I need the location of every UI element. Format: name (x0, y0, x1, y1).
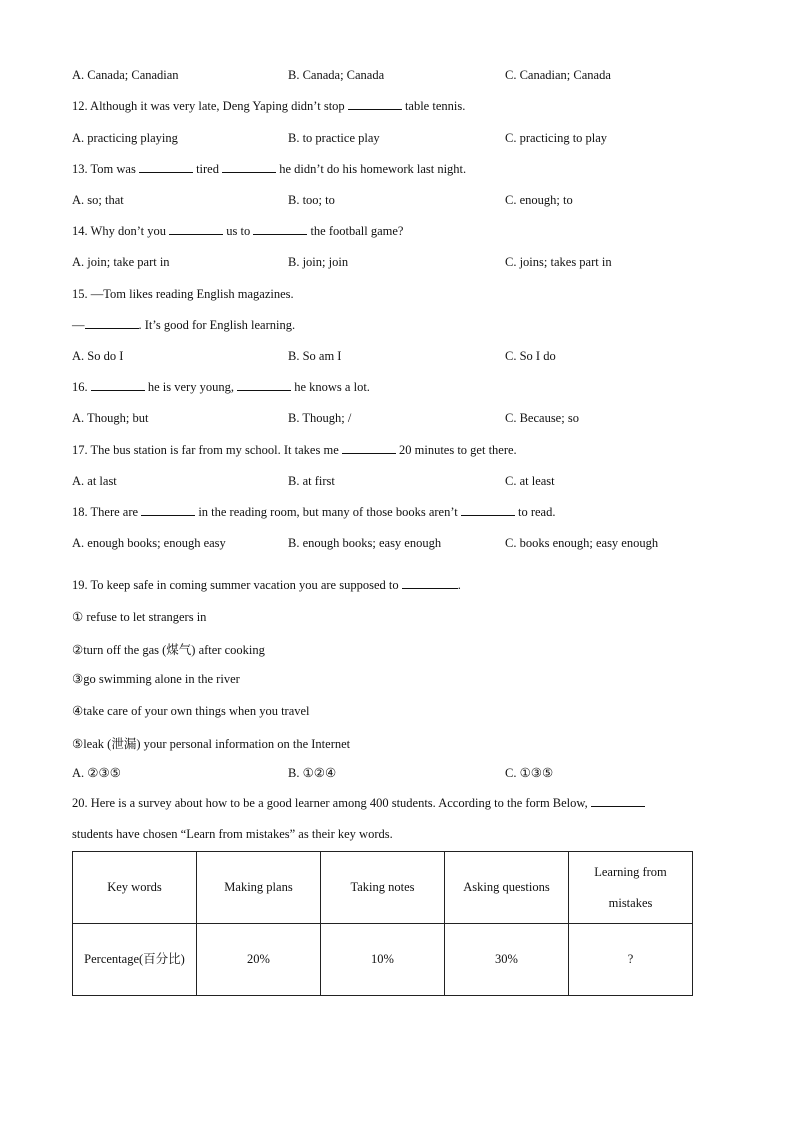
q19-option-a: A. ②③⑤ (72, 766, 121, 780)
table-header-row (73, 852, 693, 924)
q13-option-c: C. enough; to (505, 193, 573, 207)
answer-blank (253, 224, 307, 235)
q15-stem: 15. —Tom likes reading English magazines. (72, 287, 294, 301)
q14-option-b: B. join; join (288, 255, 349, 269)
table-header-cell: Asking questions (445, 852, 569, 924)
q17-option-a: A. at last (72, 474, 117, 488)
q12-stem: 12. Although it was very late, Deng Yaping didn’t stop table tennis. (72, 99, 466, 113)
answer-blank (461, 505, 515, 516)
table-cell: ? (569, 924, 693, 996)
answer-blank (141, 505, 195, 516)
q15-reply: — . It’s good for English learning. (72, 318, 296, 332)
answer-blank (139, 162, 193, 173)
survey-table (72, 851, 693, 996)
q13-stem: 13. Tom was tired he didn’t do his homework last night. (72, 162, 467, 176)
q11-option-b: B. Canada; Canada (288, 68, 385, 82)
q13-option-a: A. so; that (72, 193, 124, 207)
answer-blank (91, 380, 145, 391)
answer-blank (402, 578, 458, 589)
q12-option-c: C. practicing to play (505, 131, 608, 145)
table-header-cell: Making plans (197, 852, 321, 924)
q14-option-c: C. joins; takes part in (505, 255, 612, 269)
answer-blank (169, 224, 223, 235)
q13-option-b: B. too; to (288, 193, 335, 207)
answer-blank (342, 443, 396, 454)
q11-option-a: A. Canada; Canadian (72, 68, 179, 82)
q14-stem: 14. Why don’t you us to the football game? (72, 224, 404, 238)
q19-item-5: ⑤leak (泄漏) your personal information on the Internet (72, 737, 351, 751)
q19-option-c: C. ①③⑤ (505, 766, 554, 780)
q18-stem: 18. There are in the reading room, but many of those books aren’t to read. (72, 505, 556, 519)
q15-option-a: A. So do I (72, 349, 124, 363)
q19-item-1: ① refuse to let strangers in (72, 610, 207, 624)
q17-option-c: C. at least (505, 474, 555, 488)
q20-stem-line2: students have chosen “Learn from mistakes” as their key words. (72, 827, 393, 841)
q18-option-c: C. books enough; easy enough (505, 536, 659, 550)
answer-blank (591, 796, 645, 807)
q15-option-b: B. So am I (288, 349, 342, 363)
table-cell: 20% (197, 924, 321, 996)
table-cell: Percentage(百分比) (73, 924, 197, 996)
table-header-cell: Learning from mistakes (569, 852, 693, 924)
answer-blank (85, 318, 139, 329)
answer-blank (222, 162, 276, 173)
q19-item-4: ④take care of your own things when you travel (72, 704, 310, 718)
q18-option-b: B. enough books; easy enough (288, 536, 442, 550)
table-header-cell: Key words (73, 852, 197, 924)
q16-stem: 16. he is very young, he knows a lot. (72, 380, 370, 394)
q14-option-a: A. join; take part in (72, 255, 170, 269)
answer-blank (348, 99, 402, 110)
table-cell: 10% (321, 924, 445, 996)
q19-stem: 19. To keep safe in coming summer vacation you are supposed to . (72, 578, 461, 592)
table-cell: 30% (445, 924, 569, 996)
q19-option-b: B. ①②④ (288, 766, 337, 780)
q16-option-c: C. Because; so (505, 411, 579, 425)
q11-option-c: C. Canadian; Canada (505, 68, 611, 82)
table-header-cell: Taking notes (321, 852, 445, 924)
q19-item-2: ②turn off the gas (煤气) after cooking (72, 643, 265, 657)
q16-option-b: B. Though; / (288, 411, 352, 425)
q17-option-b: B. at first (288, 474, 335, 488)
answer-blank (237, 380, 291, 391)
q15-option-c: C. So I do (505, 349, 556, 363)
q18-option-a: A. enough books; enough easy (72, 536, 226, 550)
q12-option-b: B. to practice play (288, 131, 380, 145)
q12-option-a: A. practicing playing (72, 131, 178, 145)
q16-option-a: A. Though; but (72, 411, 149, 425)
q20-stem-line1: 20. Here is a survey about how to be a good learner among 400 students. According to the form Below, (72, 796, 645, 811)
table-row (73, 924, 693, 996)
q19-item-3: ③go swimming alone in the river (72, 672, 240, 686)
q17-stem: 17. The bus station is far from my school. It takes me 20 minutes to get there. (72, 443, 517, 457)
